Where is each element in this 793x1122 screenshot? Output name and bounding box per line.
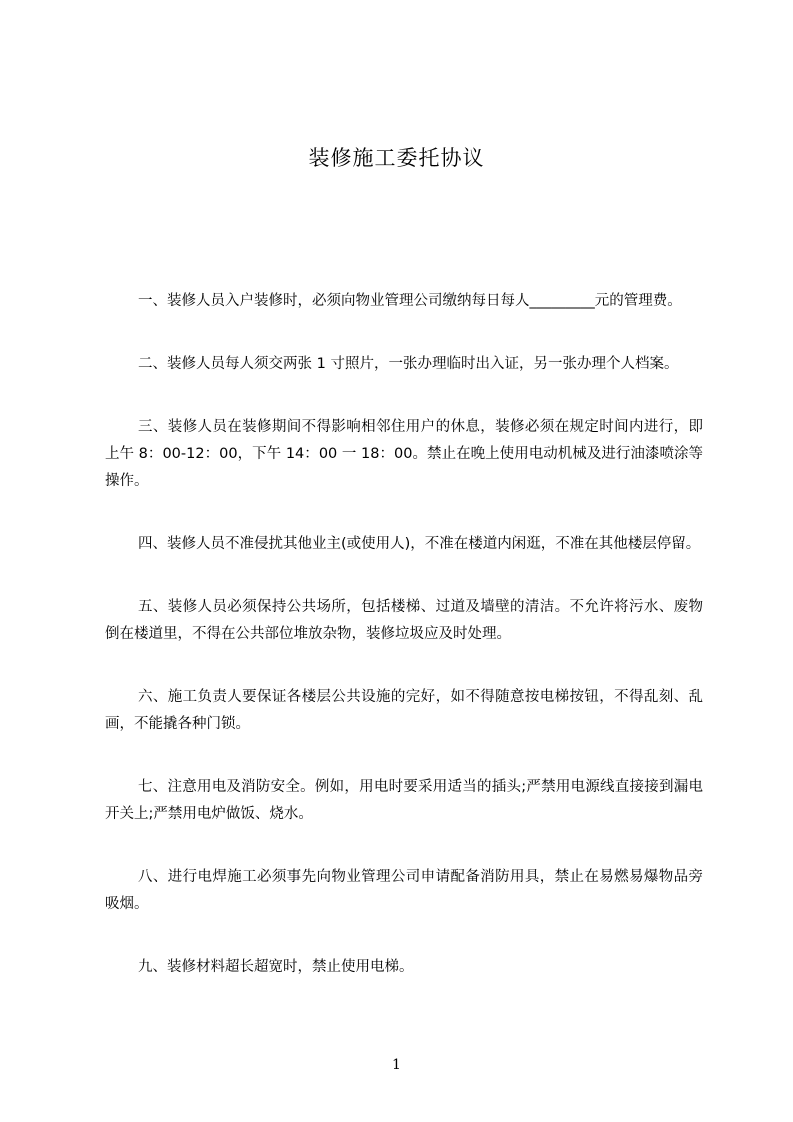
page-number: 1 — [392, 1057, 401, 1073]
clause-9: 九、装修材料超长超宽时，禁止使用电梯。 — [138, 959, 414, 975]
clause-5: 五、装修人员必须保持公共场所，包括楼梯、过道及墙壁的清洁。不允许将污水、废物倒在楼道里，不得在公共部位堆放杂物，装修垃圾应及时处理。 — [105, 599, 703, 642]
clause-4: 四、装修人员不准侵扰其他业主(或使用人)，不准在楼道内闲逛，不准在其他楼层停留。 — [138, 536, 701, 552]
clause-6: 六、施工负责人要保证各楼层公共设施的完好，如不得随意按电梯按钮，不得乱刻、乱画，不能撬各种门锁。 — [105, 689, 703, 732]
clause-8: 八、进行电焊施工必须事先向物业管理公司申请配备消防用具，禁止在易燃易爆物品旁吸烟。 — [105, 869, 703, 912]
clause-3: 三、装修人员在装修期间不得影响相邻住用户的休息，装修必须在规定时间内进行，即上午 8：00-12：00，下午 14：00 一 18：00。禁止在晚上使用电动机械及进行油漆喷涂等操作。 — [105, 419, 703, 489]
clause-2: 二、装修人员每人须交两张 1 寸照片，一张办理临时出入证，另一张办理个人档案。 — [138, 356, 679, 372]
clause-1: 一、装修人员入户装修时，必须向物业管理公司缴纳每日每人_________元的管理费。 — [138, 293, 682, 309]
document-body — [105, 288, 703, 1017]
clause-7: 七、注意用电及消防安全。例如，用电时要采用适当的插头;严禁用电源线直接接到漏电开关上;严禁用电炉做饭、烧水。 — [105, 779, 703, 822]
document-title: 装修施工委托协议 — [308, 146, 485, 170]
